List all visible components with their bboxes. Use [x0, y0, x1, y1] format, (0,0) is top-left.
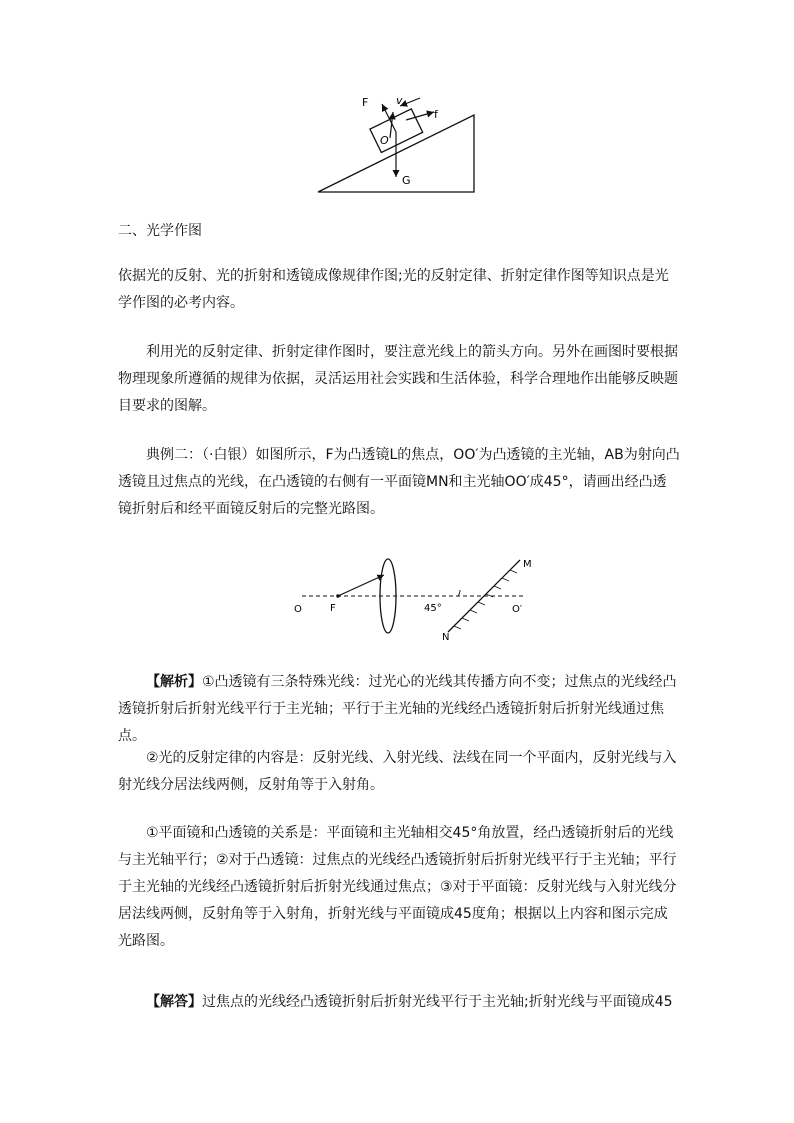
lens-mirror-diagram [280, 552, 550, 642]
paragraph-analysis [118, 669, 680, 750]
label-v: v [396, 94, 403, 107]
focus-point [336, 594, 340, 598]
label-G: G [402, 174, 411, 187]
mirror-hatch [454, 570, 517, 629]
label-45: 45° [424, 603, 442, 614]
paragraph-6: ①平面镜和凸透镜的关系是：平面镜和主光轴相交45°角放置，经凸透镜折射后的光线与主光轴平行；②对于凸透镜：过焦点的光线经凸透镜折射后折射光线平行于主光轴；平行于主光轴的光线经凸透镜折射后折射光线通过焦点；③对于平面镜：反射光线与入射光线分居法线两侧，反射角等于入射角，折射光线与平面镜成45度角；根据以上内容和图示完成光路图。 [118, 825, 677, 949]
velocity-arrow [400, 98, 420, 106]
label-F: F [362, 96, 369, 109]
analysis-text: ①凸透镜有三条特殊光线：过光心的光线其传播方向不变；过焦点的光线经凸透镜折射后折射光线平行于主光轴；平行于主光轴的光线经凸透镜折射后折射光线通过焦点。 [118, 674, 677, 744]
section-heading: 二、光学作图 [118, 223, 202, 239]
answer-label: 【解答】 [146, 994, 202, 1010]
paragraph-2: 利用光的反射定律、折射定律作图时，要注意光线上的箭头方向。另外在画图时要根据物理现象所遵循的规律为依据，灵活运用社会实践和生活体验，科学合理地作出能够反映题目要求的图解。 [118, 344, 678, 414]
paragraph-3: 典例二：（·白银）如图所示，F为凸透镜L的焦点，OO′为凸透镜的主光轴，AB为射向凸透镜且过焦点的光线，在凸透镜的右侧有一平面镜MN和主光轴OO′成45°，请画出经凸透镜折射后和经平面镜反射后的完整光路图。 [118, 447, 680, 517]
label-M: M [523, 559, 532, 570]
incline-force-diagram [310, 92, 490, 197]
angle-arc [458, 590, 460, 596]
paragraph-5: ②光的反射定律的内容是：反射光线、入射光线、法线在同一个平面内，反射光线与入射光线分居法线两侧，反射角等于入射角。 [118, 750, 677, 793]
answer-text: 过焦点的光线经凸透镜折射后折射光线平行于主光轴;折射光线与平面镜成45 [202, 994, 673, 1010]
paragraph-1: 依据光的反射、光的折射和透镜成像规律作图;光的反射定律、折射定律作图等知识点是光学作图的必考内容。 [118, 268, 669, 311]
label-f: f [434, 108, 438, 121]
label-N: N [442, 632, 450, 642]
paragraph-answer [118, 989, 680, 1016]
incident-ray [338, 575, 384, 596]
label-O: O [380, 134, 389, 147]
analysis-label: 【解析】 [146, 674, 202, 690]
label-F: F [330, 603, 336, 614]
label-O: O [294, 604, 302, 615]
label-O-prime: O′ [512, 604, 523, 615]
